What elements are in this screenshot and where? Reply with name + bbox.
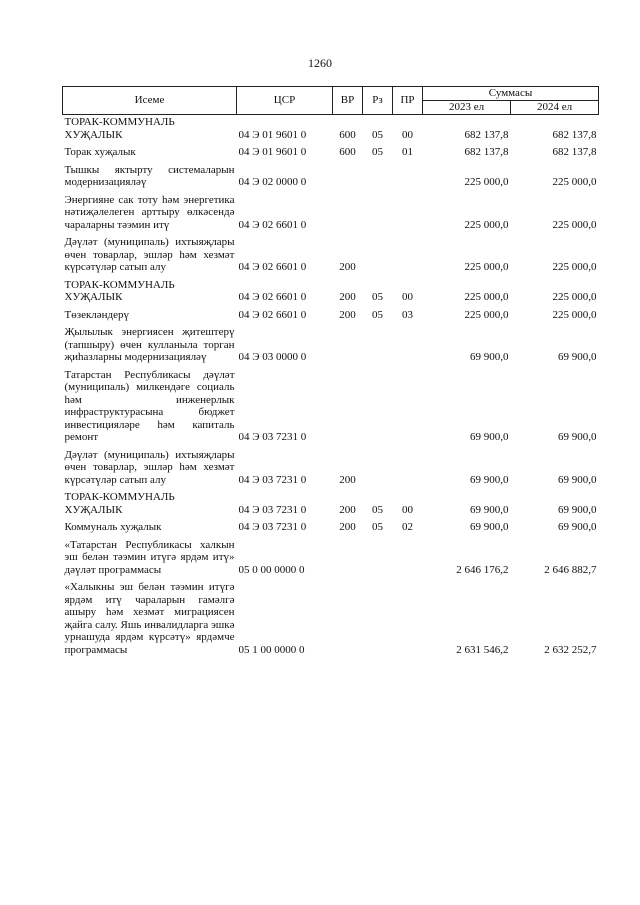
row-sum-2023: 69 900,0 [470,521,509,533]
row-sum-2024: 69 900,0 [558,431,597,443]
row-sum-2023: 225 000,0 [464,176,509,188]
row-sum-2024: 69 900,0 [558,473,597,486]
row-vr [333,580,363,656]
table-row [63,368,599,444]
row-name: «Халыкны эш белән тәэмин итүгә ярдәм итү чараларын гамәлгә ашыру һәм хезмәт миграциясен җайга салу. Яшь инвалидларга эшкә урнашуда ярдәм күрсәтү» ярдәмче программасы [64,581,235,656]
row-rz: 05 [372,503,383,516]
row-sum-2024: 69 900,0 [558,503,597,516]
row-sum-2024: 225 000,0 [552,308,597,321]
row-csr: 04 Э 03 7231 0 [238,431,307,443]
row-csr: 04 Э 02 6601 0 [238,261,307,273]
table-row [63,163,599,189]
row-rz [363,448,393,487]
row-pr [393,235,423,274]
row-pr [393,325,423,364]
row-sum-2023: 2 646 176,2 [456,563,509,576]
row-vr: 200 [339,291,356,303]
row-csr: 04 Э 02 0000 0 [238,176,307,188]
row-csr: 04 Э 03 7231 0 [238,503,307,516]
row-sum-2023: 225 000,0 [464,218,509,231]
row-name: ТОРАК-КОММУНАЛЬ ХУҖАЛЫК [64,116,175,141]
table-row [63,235,599,274]
row-sum-2024: 2 632 252,7 [544,643,597,656]
row-sum-2023: 69 900,0 [470,473,509,486]
row-pr: 01 [402,146,413,158]
row-sum-2024: 2 646 882,7 [544,563,597,576]
row-pr [393,448,423,487]
row-csr: 04 Э 02 6601 0 [238,308,307,321]
row-csr: 04 Э 01 9601 0 [238,146,307,158]
table-row [63,448,599,487]
row-pr: 00 [402,291,413,303]
row-name: Энергияне сак тоту һәм энергетика нәтиҗәлелеген арттыру өлкәсендә чараларны тәэмин итү [64,193,235,231]
row-pr [393,163,423,189]
row-rz: 05 [372,308,383,321]
row-sum-2024: 682 137,8 [552,146,597,158]
row-sum-2024: 69 900,0 [558,521,597,533]
row-name: Җылылык энергиясен җитештерү (тапшыру) өчен кулланыла торган җиһазларны модернизацияләү [64,326,235,363]
header-rz: Рз [363,87,393,115]
row-rz: 05 [372,291,383,303]
row-sum-2023: 682 137,8 [464,128,509,141]
header-vr: ВР [333,87,363,115]
row-name: «Татарстан Республикасы халкын эш белән тәэмин итүгә ярдәм итү» дәүләт программасы [64,538,235,576]
header-name: Исеме [63,87,237,115]
row-sum-2023: 69 900,0 [470,351,509,363]
header-pr: ПР [393,87,423,115]
row-csr: 04 Э 01 9601 0 [238,128,307,141]
header-sums: Суммасы [423,87,599,101]
header-year-2024: 2024 ел [511,101,599,115]
row-name: Дәүләт (муниципаль) ихтыяҗлары өчен товарлар, эшләр һәм хезмәт күрсәтүләр сатып алу [64,448,235,486]
row-pr [393,580,423,656]
row-sum-2023: 225 000,0 [464,308,509,321]
row-pr: 02 [402,521,413,533]
header-csr: ЦСР [237,87,333,115]
row-csr: 04 Э 02 6601 0 [238,218,307,231]
row-pr: 00 [402,128,413,141]
row-sum-2024: 682 137,8 [552,128,597,141]
row-name: Төзекләндерү [64,308,130,321]
row-rz [363,538,393,577]
row-rz [363,580,393,656]
row-vr [333,368,363,444]
row-csr: 04 Э 03 0000 0 [238,351,307,363]
table-row [63,490,599,516]
table-row [63,308,599,322]
row-pr [393,368,423,444]
row-sum-2023: 69 900,0 [470,431,509,443]
row-rz [363,235,393,274]
table-row [63,538,599,577]
row-pr [393,538,423,577]
row-name: Коммуналь хуҗалык [64,521,162,533]
row-sum-2023: 2 631 546,2 [456,643,509,656]
table-row [63,193,599,232]
row-pr [393,193,423,232]
row-vr: 600 [339,146,356,158]
row-vr [333,325,363,364]
row-sum-2023: 225 000,0 [464,291,509,303]
table-row [63,580,599,656]
header-year-2023: 2023 ел [423,101,511,115]
row-sum-2023: 225 000,0 [464,261,509,273]
budget-table [62,86,599,656]
row-vr: 200 [339,308,356,321]
row-sum-2024: 69 900,0 [558,351,597,363]
row-vr [333,538,363,577]
row-vr: 200 [339,473,356,486]
page-number: 1260 [308,56,332,70]
row-rz: 05 [372,128,383,141]
table-row [63,325,599,364]
row-rz [363,368,393,444]
row-csr: 05 1 00 0000 0 [238,643,305,656]
row-csr: 04 Э 03 7231 0 [238,473,307,486]
row-name: Дәүләт (муниципаль) ихтыяҗлары өчен товарлар, эшләр һәм хезмәт күрсәтүләр сатып алу [64,236,235,273]
table-row [63,278,599,304]
row-rz [363,325,393,364]
row-sum-2023: 69 900,0 [470,503,509,516]
row-sum-2023: 682 137,8 [464,146,509,158]
table-row [63,520,599,534]
row-vr: 200 [339,521,356,533]
row-rz [363,163,393,189]
row-vr: 200 [339,503,356,516]
row-vr: 200 [339,261,356,273]
row-sum-2024: 225 000,0 [552,176,597,188]
table-row [63,145,599,159]
table-body [63,115,599,657]
row-vr [333,163,363,189]
table-row [63,115,599,142]
row-name: Татарстан Республикасы дәүләт (муниципаль) милкендәге социаль һәм инженерлык инфраструктурасына бюджет инвестицияләре һәм капиталь ремонт [64,368,235,443]
row-name: Тышкы яктырту системаларын модернизацияләү [64,163,235,188]
row-pr: 00 [402,503,413,516]
row-csr: 05 0 00 0000 0 [238,563,305,576]
row-sum-2024: 225 000,0 [552,218,597,231]
table-header [63,87,599,115]
row-vr [333,193,363,232]
row-rz [363,193,393,232]
row-csr: 04 Э 03 7231 0 [238,521,307,533]
row-sum-2024: 225 000,0 [552,261,597,273]
row-rz: 05 [372,146,383,158]
row-sum-2024: 225 000,0 [552,291,597,303]
row-name: ТОРАК-КОММУНАЛЬ ХУҖАЛЫК [64,491,175,516]
row-name: ТОРАК-КОММУНАЛЬ ХУҖАЛЫК [64,278,175,303]
row-rz: 05 [372,521,383,533]
row-csr: 04 Э 02 6601 0 [238,291,307,303]
row-name: Торак хуҗалык [64,146,136,158]
row-vr: 600 [339,128,356,141]
row-pr: 03 [402,308,413,321]
